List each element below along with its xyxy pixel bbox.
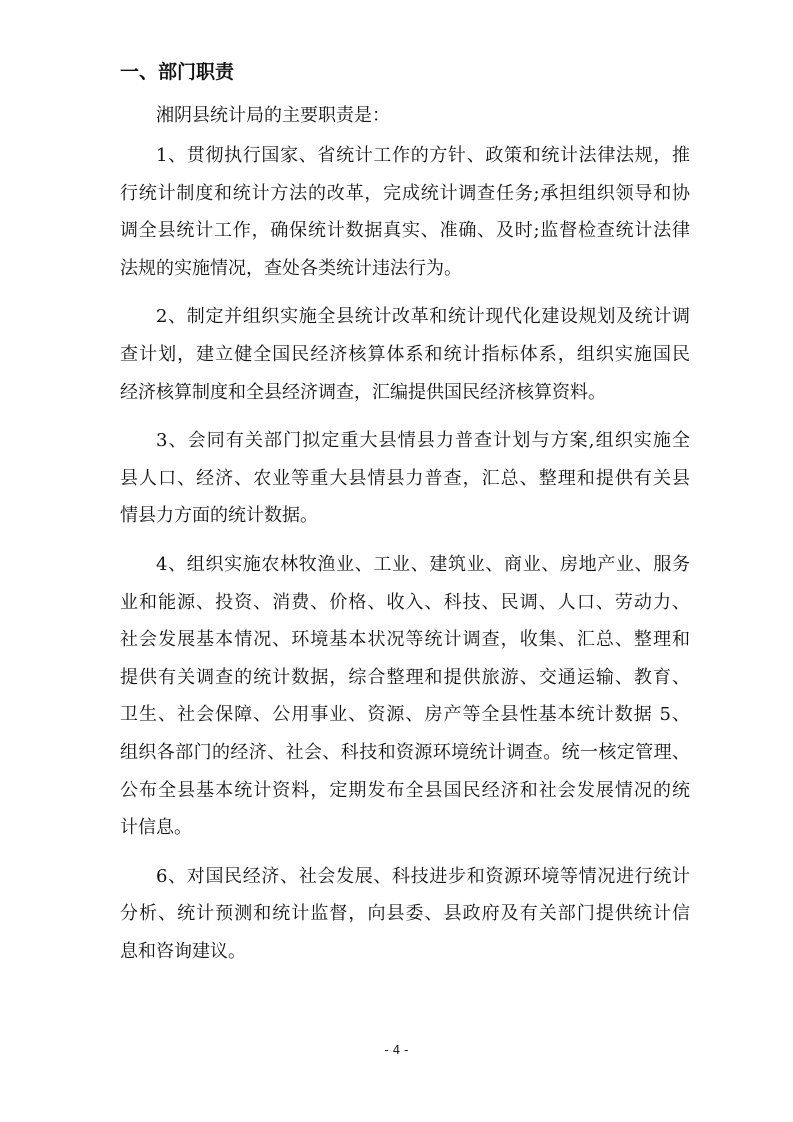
text-line: 息和咨询建议。 bbox=[120, 940, 246, 962]
text-line: 调全县统计工作，确保统计数据真实、准确、及时;监督检查统计法律 bbox=[120, 220, 690, 242]
document-body bbox=[120, 53, 690, 981]
text-line: 查计划，建立健全国民经济核算体系和统计指标体系，组织实施国民 bbox=[120, 343, 690, 365]
text-line: 公布全县基本统计资料，定期发布全县国民经济和社会发展情况的统 bbox=[120, 779, 690, 801]
text-line: 分析、统计预测和统计监督，向县委、县政府及有关部门提供统计信 bbox=[120, 903, 690, 925]
section-heading: 一、部门职责 bbox=[120, 61, 235, 83]
paragraph-6 bbox=[120, 858, 690, 971]
text-line: 1、贯彻执行国家、省统计工作的方针、政策和统计法律法规，推 bbox=[156, 145, 690, 166]
text-line: 法规的实施情况，查处各类统计违法行为。 bbox=[120, 257, 462, 279]
page-number: - 4 - bbox=[384, 1043, 409, 1057]
text-line: 4、组织实施农林牧渔业、工业、建筑业、商业、房地产业、服务 bbox=[156, 553, 690, 575]
paragraph-1 bbox=[120, 137, 690, 287]
text-line: 卫生、社会保障、公用事业、资源、房产等全县性基本统计数据 5、 bbox=[120, 704, 690, 726]
text-line: 组织各部门的经济、社会、科技和资源环境统计调查。统一核定管理、 bbox=[120, 741, 690, 763]
text-line: 2、制定并组织实施全县统计改革和统计现代化建设规划及统计调 bbox=[156, 306, 690, 328]
text-line: 6、对国民经济、社会发展、科技进步和资源环境等情况进行统计 bbox=[156, 865, 690, 887]
paragraph-2 bbox=[120, 298, 690, 411]
text-line: 业和能源、投资、消费、价格、收入、科技、民调、人口、劳动力、 bbox=[120, 591, 690, 613]
text-line: 提供有关调查的统计数据，综合整理和提供旅游、交通运输、教育、 bbox=[120, 666, 690, 688]
text-line: 3、会同有关部门拟定重大县情县力普查计划与方案,组织实施全 bbox=[156, 430, 690, 452]
paragraph-3 bbox=[120, 422, 690, 535]
text-line: 行统计制度和统计方法的改革，完成统计调查任务;承担组织领导和协 bbox=[120, 182, 690, 204]
text-line: 计信息。 bbox=[120, 817, 192, 839]
text-line: 社会发展基本情况、环境基本状况等统计调查，收集、汇总、整理和 bbox=[120, 629, 690, 651]
text-line: 经济核算制度和全县经济调查，汇编提供国民经济核算资料。 bbox=[120, 381, 606, 403]
intro-text: 湘阴县统计局的主要职责是： bbox=[156, 105, 390, 126]
paragraph-4 bbox=[120, 546, 690, 847]
text-line: 情县力方面的统计数据。 bbox=[120, 505, 318, 527]
text-line: 县人口、经济、农业等重大县情县力普查，汇总、整理和提供有关县 bbox=[120, 467, 690, 489]
